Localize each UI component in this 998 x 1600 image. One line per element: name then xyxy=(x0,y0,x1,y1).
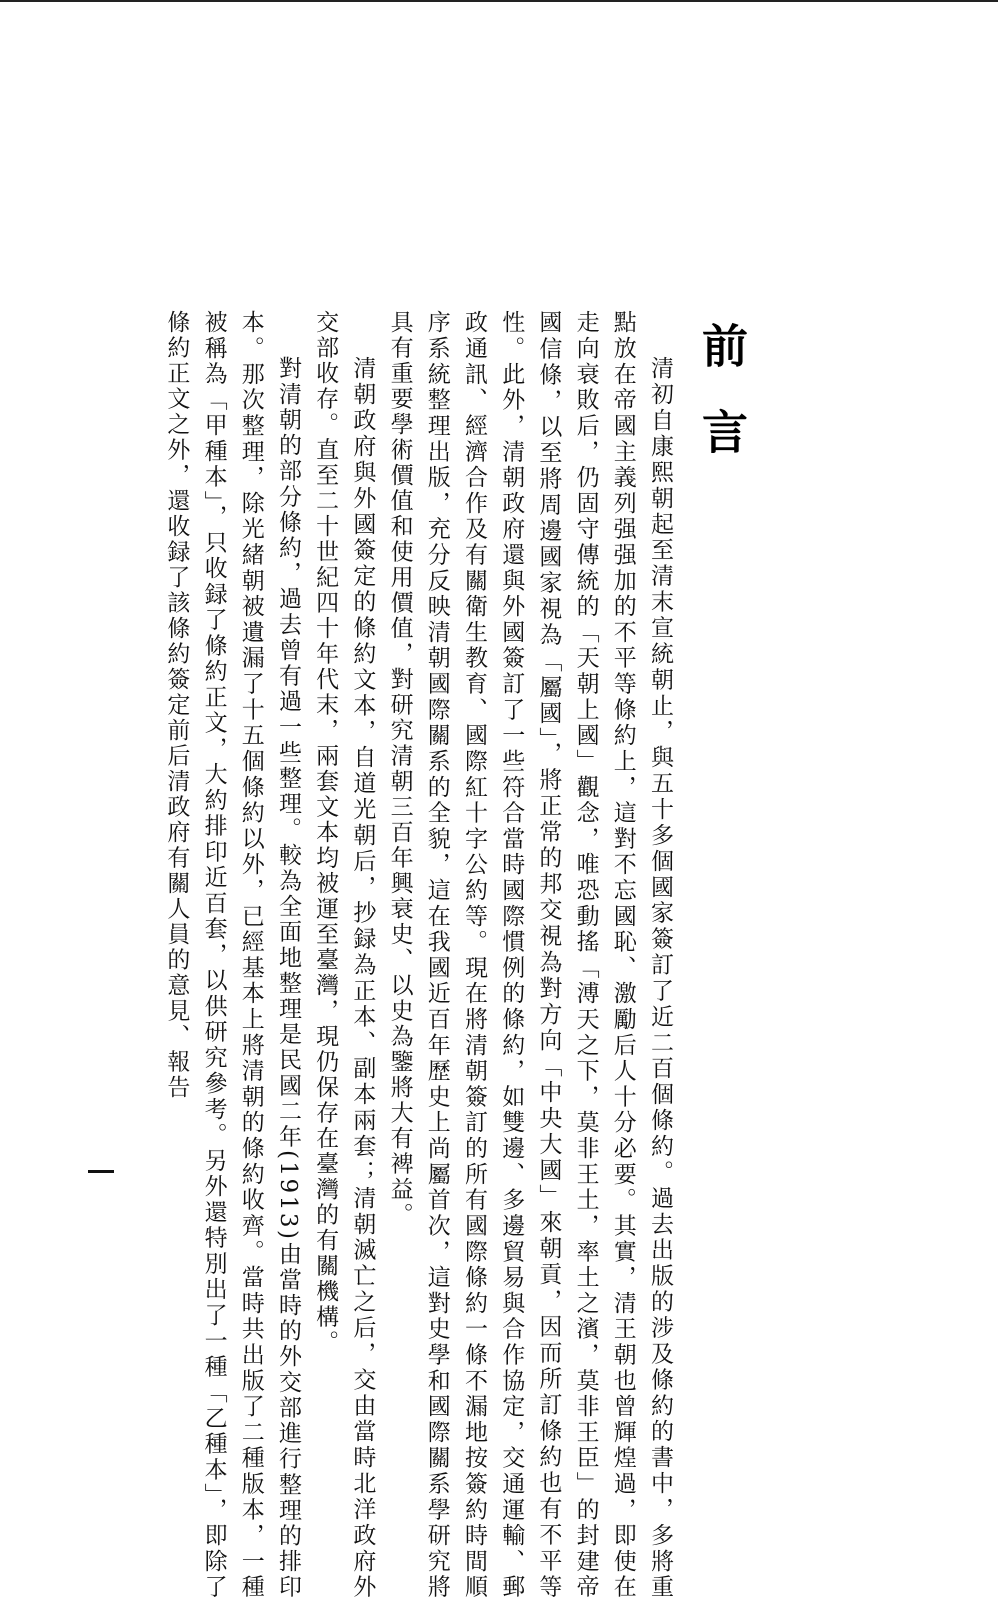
paragraph-2: 清朝政府與外國簽定的條約文本，自道光朝后，抄録為正本、副本兩套；清朝滅亡之后，交由當時北洋政府外交部收存。直至二十世紀四十年代末，兩套文本均被運至臺灣，現仍保存在臺灣的有關機構。 xyxy=(312,310,376,1600)
page-top-border xyxy=(0,0,998,2)
paragraph-1: 清初自康熙朝起至清末宣統朝止，與五十多個國家簽訂了近二百個條約。過去出版的涉及條約的書中，多將重點放在帝國主義列强强加的不平等條約上，這對不忘國恥、激勵后人十分必要。其實，清王朝也曾輝煌過，即使在走向衰敗后，仍固守傳統的「天朝上國」觀念，唯恐動搖「溥天之下，莫非王土，率土之濱，莫非王臣」的封建帝國信條，以至將周邊國家視為「屬國」，將正常的邦交視為對方向「中央大國」來朝貢，因而所訂條約也有不平等性。此外，清朝政府還與外國簽訂了一些符合當時國際慣例的條約，如雙邊、多邊貿易與合作協定，交通運輸、郵政通訊、經濟合作及有關衛生教育、國際紅十字公約等。現在將清朝簽訂的所有國際條約一條不漏地按簽約時間順序系統整理出版，充分反映清朝國際關系的全貌，這在我國近百年歷史上尚屬首次，這對史學和國際關系學研究將具有重要學術價值和使用價值，對研究清朝三百年興衰史、以史為鑒將大有裨益。 xyxy=(386,310,673,1600)
paragraph-3: 對清朝的部分條約，過去曾有過一些整理。較為全面地整理是民國二年(1913)由當時的外交部進行整理的排印本。那次整理，除光緒朝被遺漏了十五個條約以外，已經基本上將清朝的條約收齊。當時共出版了二種版本，一種被稱為「甲種本」，只收録了條約正文，大約排印近百套，以供研究參考。另外還特別出了一種「乙種本」，即除了條約正文之外，還收録了該條約簽定前后清政府有關人員的意見、報告 xyxy=(163,310,301,1600)
preface-body xyxy=(157,310,678,1600)
page-number xyxy=(88,1170,114,1173)
page-title: 前言 xyxy=(695,322,749,494)
